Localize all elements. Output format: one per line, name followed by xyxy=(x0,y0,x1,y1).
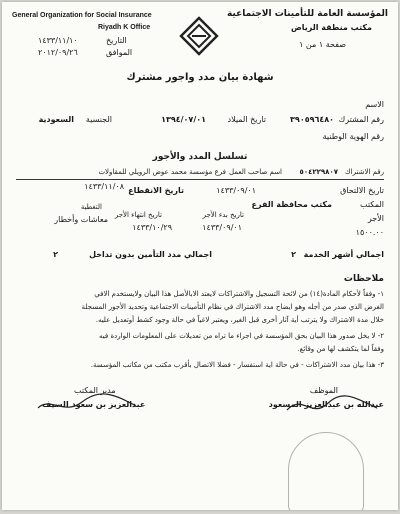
total-months-label: اجمالي أشهر الخدمة xyxy=(303,250,384,259)
end-date-label: تاريخ الانقطاع xyxy=(128,186,184,195)
gregorian-date: ٢٠١٢/٠٩/٢٦ xyxy=(38,48,78,57)
subscriber-no: ٣٩٠٥٩٦٤٨٠ xyxy=(290,115,334,124)
note-line: خلال مدة الاشتراك ولا يترتب أية آثار أخرى قبل الغير، ويعتبر لاغياً في حالة وجود كشط أوتعديل عليه. xyxy=(95,316,384,324)
employee-signature-icon xyxy=(282,390,382,420)
employer-label: اسم صاحب العمل xyxy=(229,168,282,176)
office-label: المكتب xyxy=(360,200,384,209)
subscriber-no-label: رقم المشترك xyxy=(338,115,384,124)
national-id-label: رقم الهوية الوطنية xyxy=(322,132,384,141)
org-name-ar: المؤسسة العامة للتأمينات الاجتماعية xyxy=(226,9,388,19)
page-number: صفحة ١ من ١ xyxy=(299,40,346,49)
document-title: شهادة بيان مدد واجور مشترك xyxy=(126,72,274,83)
manager-signature-icon xyxy=(32,390,142,420)
no-overlap-label: اجمالي مدد التأمين بدون تداخل xyxy=(89,250,212,259)
office-name-ar: مكتب منطقة الرياض xyxy=(290,23,372,32)
official-stamp-icon xyxy=(288,432,364,510)
org-name-en: General Organization for Social Insurance xyxy=(12,12,152,19)
wage-value: ١٥٠٠.٠٠ xyxy=(355,228,384,237)
coverage-value: معاشات وأخطار xyxy=(54,215,108,224)
wage-label: الأجر xyxy=(367,214,384,223)
note-line: الغرض الذي صدر من أجله وهو ايضاح مدد الاشتراك في نظام التأمينات الاجتماعية وتحديد الأجور المسجلة xyxy=(81,303,384,311)
birth-date-label: تاريخ الميلاد xyxy=(227,115,266,124)
join-date-label: تاريخ الالتحاق xyxy=(340,186,384,195)
manager-name: عبدالعزيز بن سعود السيف xyxy=(42,400,146,409)
gosi-logo-icon xyxy=(178,16,220,56)
wage-end-label: تاريخ انتهاء الأجر xyxy=(114,211,162,219)
note-line: ٢- لا يخل صدور هذا البيان بحق المؤسسة في اجراء ما تراه من تعديلات على المعلومات الواردة فيه xyxy=(99,332,384,340)
notes-title: ملاحظات xyxy=(343,274,384,284)
birth-date: ١٣٩٤/٠٧/٠١ xyxy=(161,115,206,124)
total-months: ٢ xyxy=(291,250,296,259)
subscription-no: ٥٠٤٢٢٩٨٠٧ xyxy=(299,168,338,176)
manager-label: مدير المكتب xyxy=(74,386,116,395)
employee-name: عبدالله بن عبدالعزيز المسعود xyxy=(268,400,384,409)
join-date: ١٤٣٣/٠٩/٠١ xyxy=(216,186,256,195)
office-value: مكتب محافظة الفرع xyxy=(251,200,332,209)
subscription-no-label: رقم الاشتراك xyxy=(344,168,384,176)
record-divider xyxy=(16,179,384,180)
name-label: الاسم xyxy=(365,100,384,109)
employee-label: الموظف xyxy=(309,386,338,395)
employer-name: فرع مؤسسة محمد عوض الرويلي للمقاولات xyxy=(98,168,226,176)
office-name-en: Riyadh K Office xyxy=(98,24,151,31)
no-overlap-value: ٢ xyxy=(53,250,58,259)
hijri-date-label: التاريخ xyxy=(106,36,127,45)
hijri-date: ١٤٣٣/١١/١٠ xyxy=(38,36,78,45)
nationality: السعودية xyxy=(38,115,74,124)
nationality-label: الجنسية xyxy=(85,115,112,124)
coverage-label: التغطية xyxy=(80,203,102,211)
note-line: ٣- هذا بيان مدد الاشتراكات - في حالة اية استفسار - فضلا الاتصال بأقرب مكتب من مكاتب المؤسسة. xyxy=(90,361,384,369)
wage-start-label: تاريخ بدء الأجر xyxy=(202,211,244,219)
gregorian-date-label: الموافق xyxy=(106,48,133,57)
document-page xyxy=(2,2,398,510)
note-line: ١- وفقاً لأحكام المادة(١٤) من لائحة التسجيل والاشتراكات لايعتد الابالأصل هذا البيان ولايستخدم الافي xyxy=(94,290,384,298)
section-title: تسلسل المدد والأجور xyxy=(152,152,248,162)
note-line: وفقاً لما يتكشف لها من وقائع. xyxy=(297,345,384,353)
wage-end-date: ١٤٣٣/١٠/٢٩ xyxy=(132,223,172,232)
end-date: ١٤٣٣/١١/٠٨ xyxy=(84,182,124,191)
wage-start-date: ١٤٣٣/٠٩/٠١ xyxy=(202,223,242,232)
